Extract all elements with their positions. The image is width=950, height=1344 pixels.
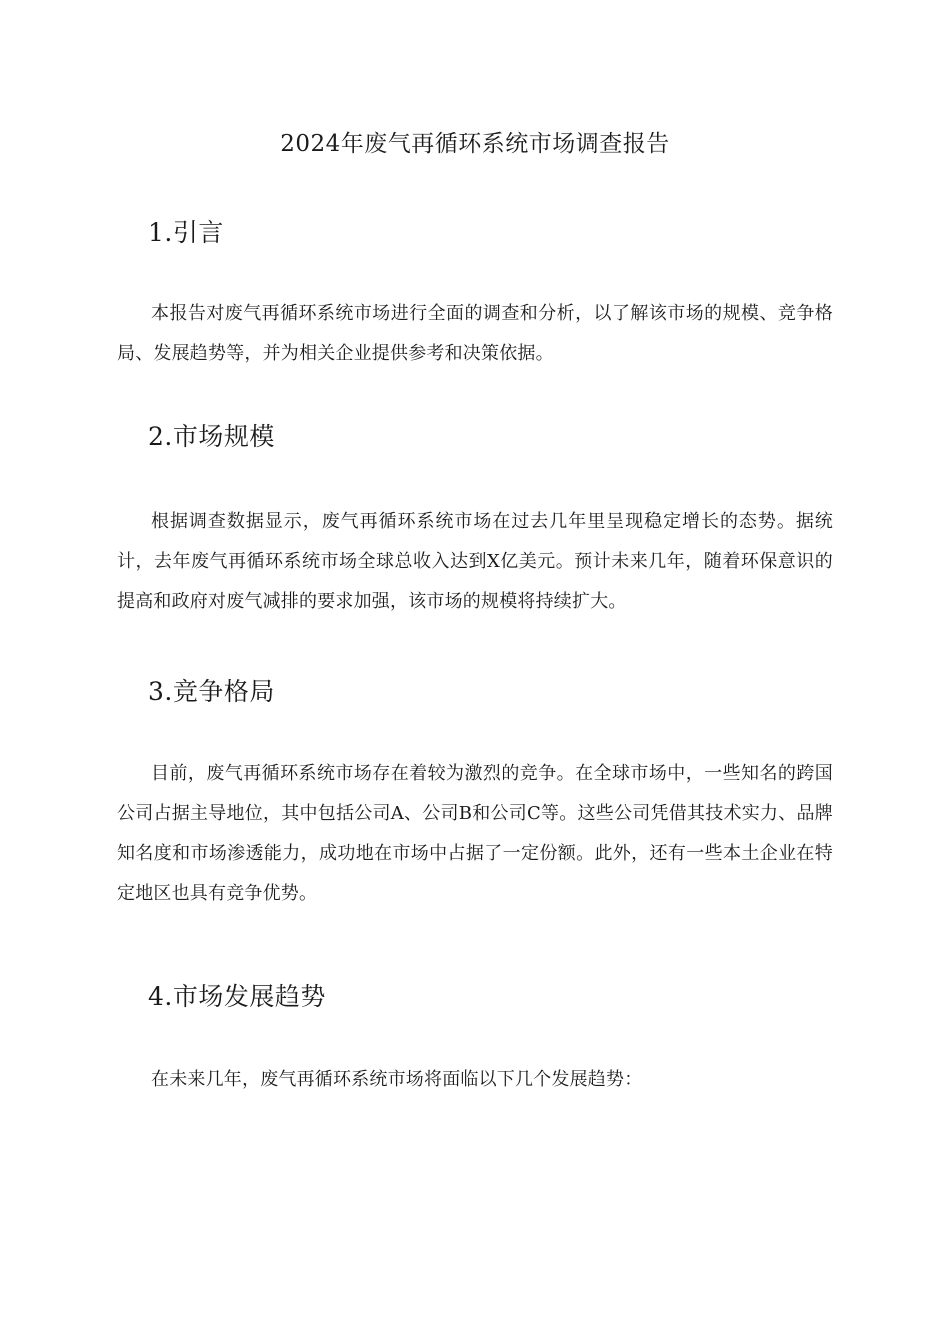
section-heading-introduction: 1.引言: [148, 218, 224, 247]
section-paragraph-market-size: 根据调查数据显示，废气再循环系统市场在过去几年里呈现稳定增长的态势。据统计，去年废气再循环系统市场全球总收入达到X亿美元。预计未来几年，随着环保意识的提高和政府对废气减排的要求加强，该市场的规模将持续扩大。: [117, 511, 833, 612]
document-title: 2024年废气再循环系统市场调查报告: [280, 131, 670, 157]
section-paragraph-competition: 目前，废气再循环系统市场存在着较为激烈的竞争。在全球市场中，一些知名的跨国公司占据主导地位，其中包括公司A、公司B和公司C等。这些公司凭借其技术实力、品牌知名度和市场渗透能力，成功地在市场中占据了一定份额。此外，还有一些本土企业在特定地区也具有竞争优势。: [117, 763, 833, 904]
section-paragraph-trends: 在未来几年，废气再循环系统市场将面临以下几个发展趋势：: [151, 1069, 643, 1090]
section-heading-trends: 4.市场发展趋势: [148, 982, 326, 1011]
section-heading-market-size: 2.市场规模: [148, 422, 275, 451]
section-paragraph-introduction: 本报告对废气再循环系统市场进行全面的调查和分析，以了解该市场的规模、竞争格局、发展趋势等，并为相关企业提供参考和决策依据。: [117, 303, 833, 364]
section-heading-competition: 3.竞争格局: [148, 677, 275, 706]
